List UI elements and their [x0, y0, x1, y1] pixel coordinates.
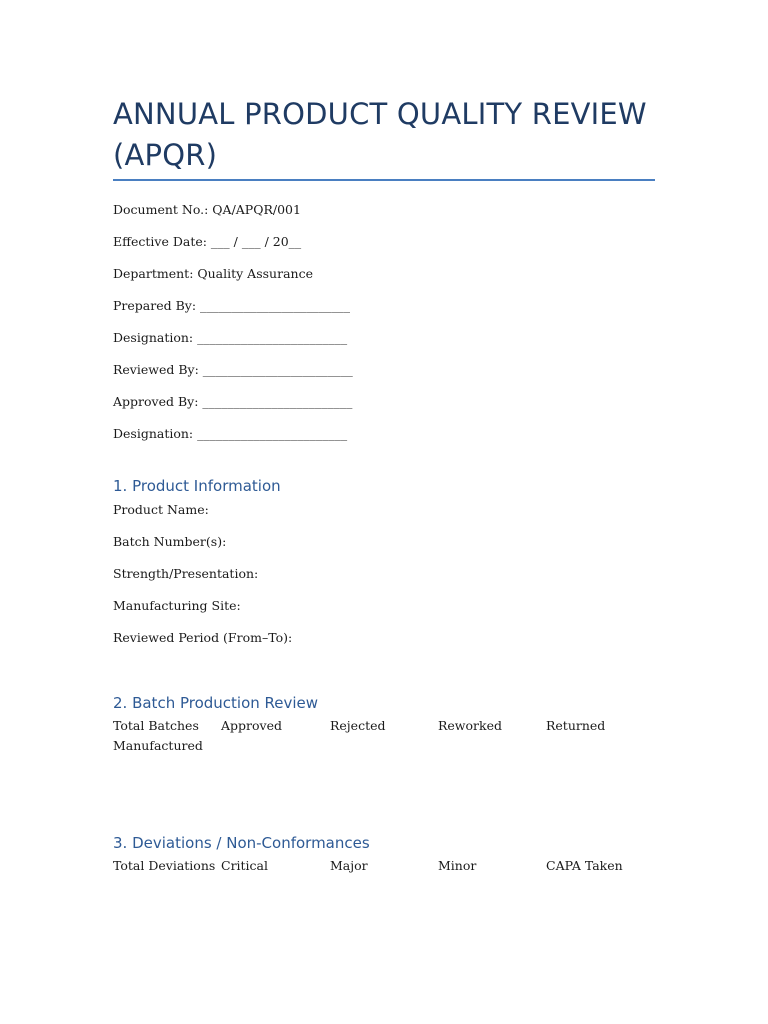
column-header: Returned	[546, 718, 606, 733]
product-information-fields	[113, 500, 292, 660]
reviewed-by: Reviewed By: ________________________	[113, 362, 353, 377]
column-header: Rejected	[330, 718, 386, 733]
designation-approver: Designation: ________________________	[113, 426, 348, 441]
manufacturing-site-field: Manufacturing Site:	[113, 598, 241, 613]
document-title: ANNUAL PRODUCT QUALITY REVIEW (APQR)	[113, 97, 647, 172]
strength-presentation-field: Strength/Presentation:	[113, 566, 259, 581]
column-header: Minor	[438, 858, 477, 873]
product-name-field: Product Name:	[113, 502, 209, 517]
prepared-by: Prepared By: ________________________	[113, 298, 351, 313]
column-header: Approved	[221, 718, 282, 733]
section-heading-batch-production-review: 2. Batch Production Review	[113, 694, 319, 712]
section-heading-product-information: 1. Product Information	[113, 477, 281, 495]
effective-date: Effective Date: ___ / ___ / 20__	[113, 234, 302, 249]
title-underline	[113, 179, 655, 181]
column-header: Major	[330, 858, 368, 873]
column-header: CAPA Taken	[546, 858, 623, 873]
column-header: Critical	[221, 858, 269, 873]
section-heading-deviations: 3. Deviations / Non-Conformances	[113, 834, 370, 852]
designation-preparer: Designation: ________________________	[113, 330, 348, 345]
document-header-fields	[113, 200, 353, 456]
document-number: Document No.: QA/APQR/001	[113, 202, 301, 217]
department: Department: Quality Assurance	[113, 266, 313, 281]
column-header: Total Batches Manufactured	[113, 718, 203, 753]
approved-by: Approved By: ________________________	[113, 394, 353, 409]
column-header: Reworked	[438, 718, 502, 733]
reviewed-period-field: Reviewed Period (From–To):	[113, 630, 293, 645]
column-header: Total Deviations	[113, 858, 216, 873]
batch-numbers-field: Batch Number(s):	[113, 534, 227, 549]
